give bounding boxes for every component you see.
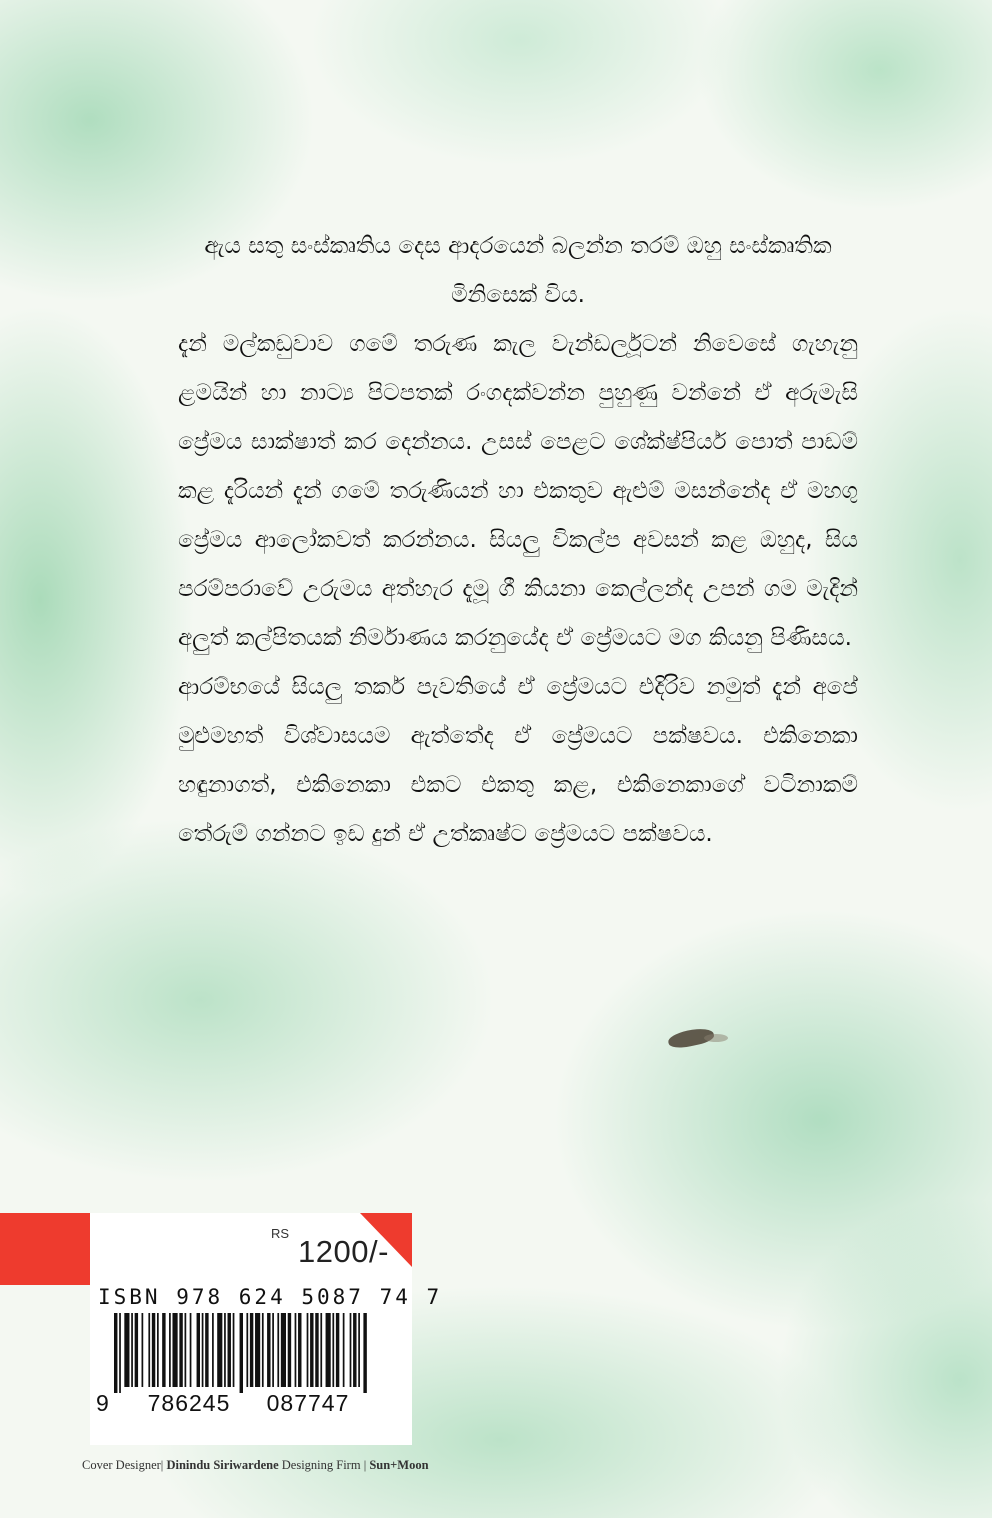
barcode-bar	[353, 1313, 356, 1387]
barcode-bar	[142, 1313, 144, 1387]
barcode-bar	[135, 1313, 138, 1387]
barcode-bar	[202, 1313, 204, 1387]
barcode-bar	[190, 1313, 192, 1387]
barcode-bar	[277, 1313, 279, 1387]
barcode-graphic	[114, 1313, 370, 1393]
price-currency: RS	[271, 1226, 290, 1241]
firm-label: Designing Firm |	[281, 1458, 367, 1472]
barcode-bar	[320, 1313, 322, 1387]
barcode-bar	[228, 1313, 231, 1387]
ink-smudge-trace	[704, 1034, 728, 1042]
barcode-bar	[315, 1313, 318, 1387]
barcode-bar	[350, 1313, 352, 1387]
isbn-number: ISBN 978 624 5087 74 7	[98, 1285, 443, 1309]
barcode-bar	[162, 1313, 165, 1387]
firm-name: Sun+Moon	[369, 1458, 429, 1472]
blurb-text	[178, 222, 858, 859]
barcode-bar	[250, 1313, 253, 1387]
barcode-bar	[255, 1313, 260, 1387]
barcode-bar	[172, 1313, 177, 1387]
barcode-bar	[119, 1313, 121, 1393]
barcode-bar	[179, 1313, 182, 1387]
blurb-paragraph-3: ආරම්භයේ සියලු තර්ක පැවතියේ ඒ ප්‍රේමයට එදිරිව නමුත් දැන් අපේ මුළුමහත් විශ්වාසයම ඇත්තේද ඒ ප්‍රේමයට පක්ෂවය. එකිනෙකා හඳුනාගත්, එකිනෙකා එකට එකතු කළ, එකිනෙකාගේ වටිනාකම් තේරුම් ගන්නට ඉඩ දුන් ඒ උත්කෘෂ්ට ප්‍රේමයට පක්ෂවය.	[178, 674, 858, 847]
barcode-bar	[272, 1313, 274, 1387]
barcode-bar	[332, 1313, 334, 1387]
barcode-bar	[233, 1313, 235, 1387]
barcode-bar	[343, 1313, 345, 1387]
barcode-bar	[267, 1313, 270, 1387]
barcode-bar	[205, 1313, 208, 1387]
designer-label: Cover Designer|	[82, 1458, 164, 1472]
barcode-bar	[197, 1313, 200, 1387]
barcode-bar	[114, 1313, 117, 1393]
barcode-right-digits: 087747	[266, 1390, 350, 1416]
barcode-bar	[336, 1313, 339, 1387]
barcode-bar	[281, 1313, 286, 1387]
barcode-bar	[246, 1313, 248, 1387]
barcode-bar	[363, 1313, 366, 1393]
barcode-bar	[148, 1313, 150, 1387]
barcode-bar	[224, 1313, 226, 1387]
barcode-bar	[310, 1313, 313, 1387]
barcode-bar	[152, 1313, 155, 1387]
barcode-bar	[185, 1313, 187, 1387]
barcode-bar	[217, 1313, 222, 1387]
cover-credits	[82, 1458, 429, 1473]
barcode-bar	[295, 1313, 297, 1387]
barcode-first-digit: 9	[96, 1390, 109, 1416]
barcode-left-digits: 786245	[147, 1390, 231, 1416]
barcode-bar	[288, 1313, 291, 1387]
barcode-bar	[131, 1313, 133, 1387]
barcode-bar	[262, 1313, 264, 1387]
designer-name: Dinindu Siriwardene	[166, 1458, 279, 1472]
blurb-paragraph-2: දැන් මල්කඩුවාව ගමේ තරුණ කැල වැන්ඩර්ලූටන් නිවෙසේ ගැහැනු ළමයින් හා නාට්‍ය පිටපතක් රංගදක්වන්න පුහුණු වන්නේ ඒ අරුමැසි ප්‍රේමය සාක්ෂාත් කර දෙන්නය. උසස් පෙළට ශේක්ෂ්පියර් පොත් පාඩම් කළ දැරියන් දැන් ගමේ තරුණියන් හා එකතුව ඇළුම් මසන්නේද ඒ මහගු ප්‍රේමය ආලෝකවත් කරන්නය. සියලු විකල්ප අවසන් කළ ඔහුද, සිය පරම්පරාවේ උරුමය අත්හැර දැමූ ගී කියනා කෙල්ලන්ද උපන් ගම මැදින් අලුත් කල්පිතයක් නිර්මාණය කරනුයේද ඒ ප්‍රේමයට මග කියනු පිණිසය.	[178, 331, 858, 651]
barcode-bar	[307, 1313, 309, 1387]
price-sticker-red-tab	[0, 1213, 90, 1285]
barcode-bar	[240, 1313, 243, 1393]
barcode-bar	[169, 1313, 171, 1387]
barcode-bar	[326, 1313, 331, 1387]
barcode-bar	[358, 1313, 360, 1387]
price-value: 1200/-	[298, 1234, 389, 1269]
barcode-bar	[124, 1313, 129, 1387]
barcode-bar	[157, 1313, 159, 1387]
barcode-bar	[298, 1313, 301, 1387]
barcode-bar	[212, 1313, 214, 1387]
blurb-paragraph-1: ඇය සතු සංස්කෘතිය දෙස ආදරයෙන් බලන්න තරම් ඔහු සංස්කෘතික මිනිසෙක් විය.	[204, 233, 832, 308]
